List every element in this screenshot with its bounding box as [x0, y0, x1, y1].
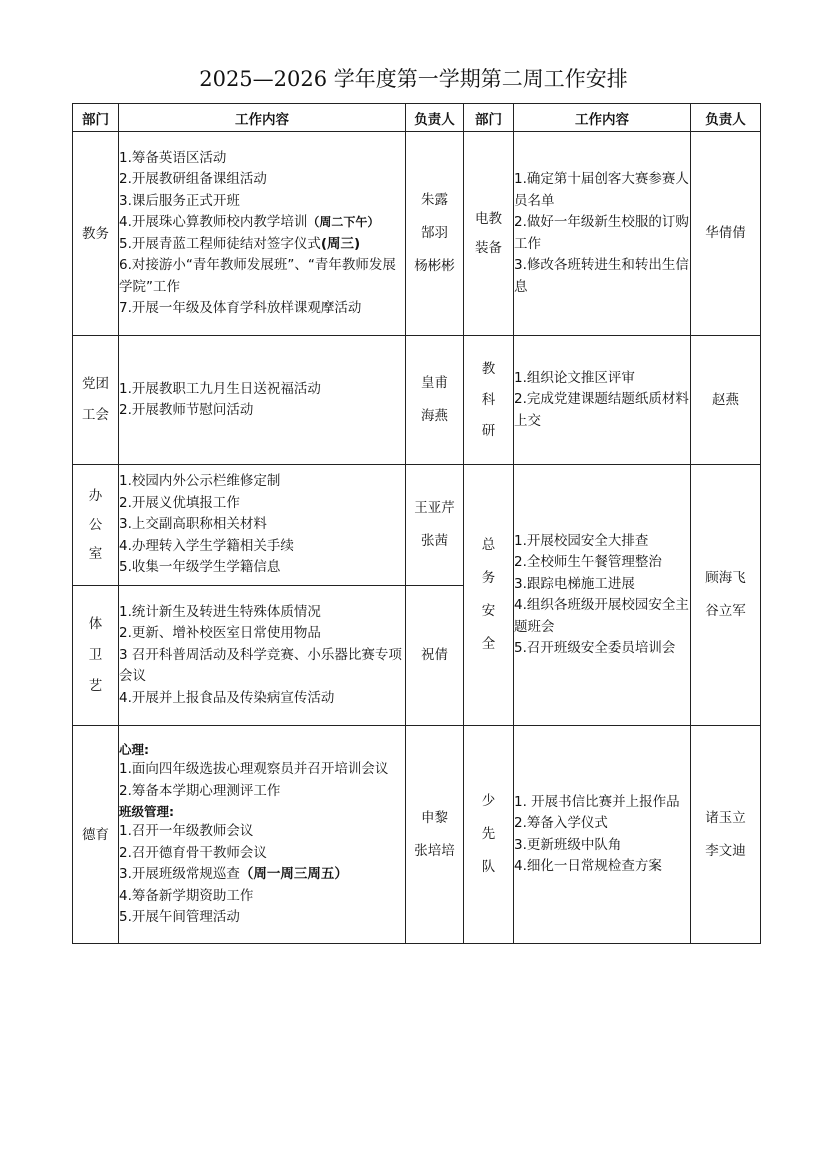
owner-name: 朱露 [421, 192, 448, 208]
task-item: 1. 开展书信比赛并上报作品 [514, 793, 680, 810]
task-note: (周三) [320, 235, 361, 252]
owner-name: 华倩倩 [705, 225, 746, 241]
task-item: 1.确定第十届创客大赛参赛人员名单 [514, 171, 689, 209]
task-text: 3.开展班级常规巡查 [119, 866, 240, 883]
task-item: 2.全校师生午餐管理整治 [514, 554, 662, 570]
content-dangtuan [119, 336, 406, 465]
task-item: 3.跟踪电梯施工进展 [514, 575, 635, 592]
task-item: 6.对接游小“青年教师发展班”、“青年教师发展学院”工作 [119, 257, 396, 295]
owner-name: 海燕 [421, 408, 448, 424]
task-item: 1.校园内外公示栏维修定制 [119, 473, 281, 490]
owner-bangongshi [406, 465, 464, 586]
owner-dangtuan [406, 336, 464, 465]
row-bangongshi [73, 465, 761, 586]
header-owner-2: 负责人 [691, 104, 761, 132]
task-item: 2.做好一年级新生校服的订购工作 [514, 214, 689, 252]
group-heading: 心理: [119, 742, 149, 758]
task-item: 4.筹备新学期资助工作 [119, 887, 254, 904]
owner-name: 诸玉立 [705, 809, 746, 826]
content-bangongshi [119, 465, 406, 586]
task-item: 1.面向四年级选拔心理观察员并召开培训会议 [119, 761, 389, 778]
dept-jiaowu: 教务 [73, 132, 119, 336]
task-item: 2.完成党建课题结题纸质材料上交 [514, 391, 689, 429]
task-item: 5.收集一年级学生学籍信息 [119, 559, 281, 576]
owner-name: 赵燕 [712, 391, 739, 408]
content-tiweiyi [119, 586, 406, 726]
task-text: 4.开展珠心算教师校内教学培训 [119, 214, 308, 230]
dept-label: 总务安全 [481, 537, 496, 652]
owner-tiweiyi [406, 586, 464, 726]
dept-label: 少先队 [481, 793, 496, 875]
row-dangtuan [73, 336, 761, 465]
header-row [73, 104, 761, 132]
owner-name: 王亚芹 [414, 500, 455, 516]
task-item: 4.开展并上报食品及传染病宣传活动 [119, 689, 335, 706]
content-zongwu [514, 465, 691, 726]
task-item: 1.组织论文推区评审 [514, 369, 635, 386]
owner-name: 李文迪 [705, 842, 746, 859]
group-heading: 班级管理: [119, 804, 174, 820]
row-deyu [73, 726, 761, 944]
task-item: 2.开展教师节慰问活动 [119, 402, 254, 418]
owner-name: 谷立军 [705, 603, 746, 619]
owner-name: 祝倩 [421, 647, 448, 663]
task-item: 2.筹备入学仪式 [514, 815, 608, 831]
owner-name: 顾海飞 [705, 570, 746, 586]
header-owner: 负责人 [406, 104, 464, 132]
task-item: 4.办理转入学生学籍相关手续 [119, 537, 294, 554]
task-item [119, 864, 405, 886]
dept-label: 体卫艺 [88, 616, 103, 694]
task-item: 1.开展教职工九月生日送祝福活动 [119, 380, 321, 397]
dept-jiaokeyan [464, 336, 514, 465]
header-dept: 部门 [73, 104, 119, 132]
task-item: 3.课后服务正式开班 [119, 192, 240, 209]
page-title: 2025—2026 学年度第一学期第二周工作安排 [199, 67, 628, 91]
dept-label: 办公室 [88, 487, 103, 562]
task-item: 2.筹备本学期心理测评工作 [119, 782, 281, 799]
content-jiaokeyan [514, 336, 691, 465]
dept-label: 党团 [82, 376, 109, 392]
task-text: 5.开展青蓝工程师徒结对签字仪式 [119, 235, 321, 252]
content-jiaowu [119, 132, 406, 336]
dept-label: 工会 [82, 407, 109, 423]
dept-zongwu [464, 465, 514, 726]
task-note: （周一周三周五） [239, 866, 348, 883]
owner-name: 申黎 [421, 809, 448, 826]
owner-deyu [406, 726, 464, 944]
task-item: 2.更新、增补校医室日常使用物品 [119, 625, 321, 642]
task-item: 1.召开一年级教师会议 [119, 823, 254, 840]
task-item: 4.细化一日常规检查方案 [514, 858, 662, 874]
owner-name: 郜羽 [421, 225, 448, 241]
header-content-2: 工作内容 [514, 104, 691, 132]
dept-bangongshi [73, 465, 119, 586]
task-item: 4.组织各班级开展校园安全主题班会 [514, 597, 689, 635]
task-item: 2.召开德育骨干教师会议 [119, 844, 267, 861]
content-deyu [119, 726, 406, 944]
content-shaoxiandui [514, 726, 691, 944]
dept-label: 教科研 [481, 360, 496, 439]
task-item: 3.更新班级中队角 [514, 836, 622, 853]
task-item: 1.开展校园安全大排查 [514, 532, 649, 549]
task-item: 3.修改各班转进生和转出生信息 [514, 257, 689, 295]
owner-name: 张培培 [414, 842, 455, 859]
task-item: 2.开展教研组备课组活动 [119, 171, 267, 187]
header-dept-2: 部门 [464, 104, 514, 132]
task-item: 5.召开班级安全委员培训会 [514, 640, 676, 656]
owner-jiaowu [406, 132, 464, 336]
row-jiaowu [73, 132, 761, 336]
owner-jiaokeyan [691, 336, 761, 465]
task-item: 5.开展午间管理活动 [119, 909, 240, 926]
dept-label: 电教装备 [475, 210, 502, 256]
task-item: 7.开展一年级及体育学科放样课观摩活动 [119, 300, 362, 316]
task-item: 1.统计新生及转进生特殊体质情况 [119, 603, 321, 620]
task-note: （周二下午） [307, 215, 380, 229]
owner-zongwu [691, 465, 761, 726]
task-item: 3 召开科普周活动及科学竞赛、小乐器比赛专项会议 [119, 646, 402, 685]
task-item: 2.开展义优填报工作 [119, 494, 240, 511]
header-content: 工作内容 [119, 104, 406, 132]
task-item: 1.筹备英语区活动 [119, 149, 227, 166]
dept-dangtuan [73, 336, 119, 465]
dept-deyu: 德育 [73, 726, 119, 944]
owner-shaoxiandui [691, 726, 761, 944]
dept-dianjiao [464, 132, 514, 336]
schedule-table [72, 103, 761, 944]
task-item: 3.上交副高职称相关材料 [119, 516, 267, 533]
content-dianjiao [514, 132, 691, 336]
task-item [119, 212, 405, 234]
dept-tiweiyi [73, 586, 119, 726]
owner-name: 杨彬彬 [414, 258, 455, 274]
owner-name: 张茜 [421, 533, 448, 549]
task-item [119, 234, 405, 256]
owner-dianjiao [691, 132, 761, 336]
owner-name: 皇甫 [421, 375, 448, 391]
dept-shaoxiandui [464, 726, 514, 944]
